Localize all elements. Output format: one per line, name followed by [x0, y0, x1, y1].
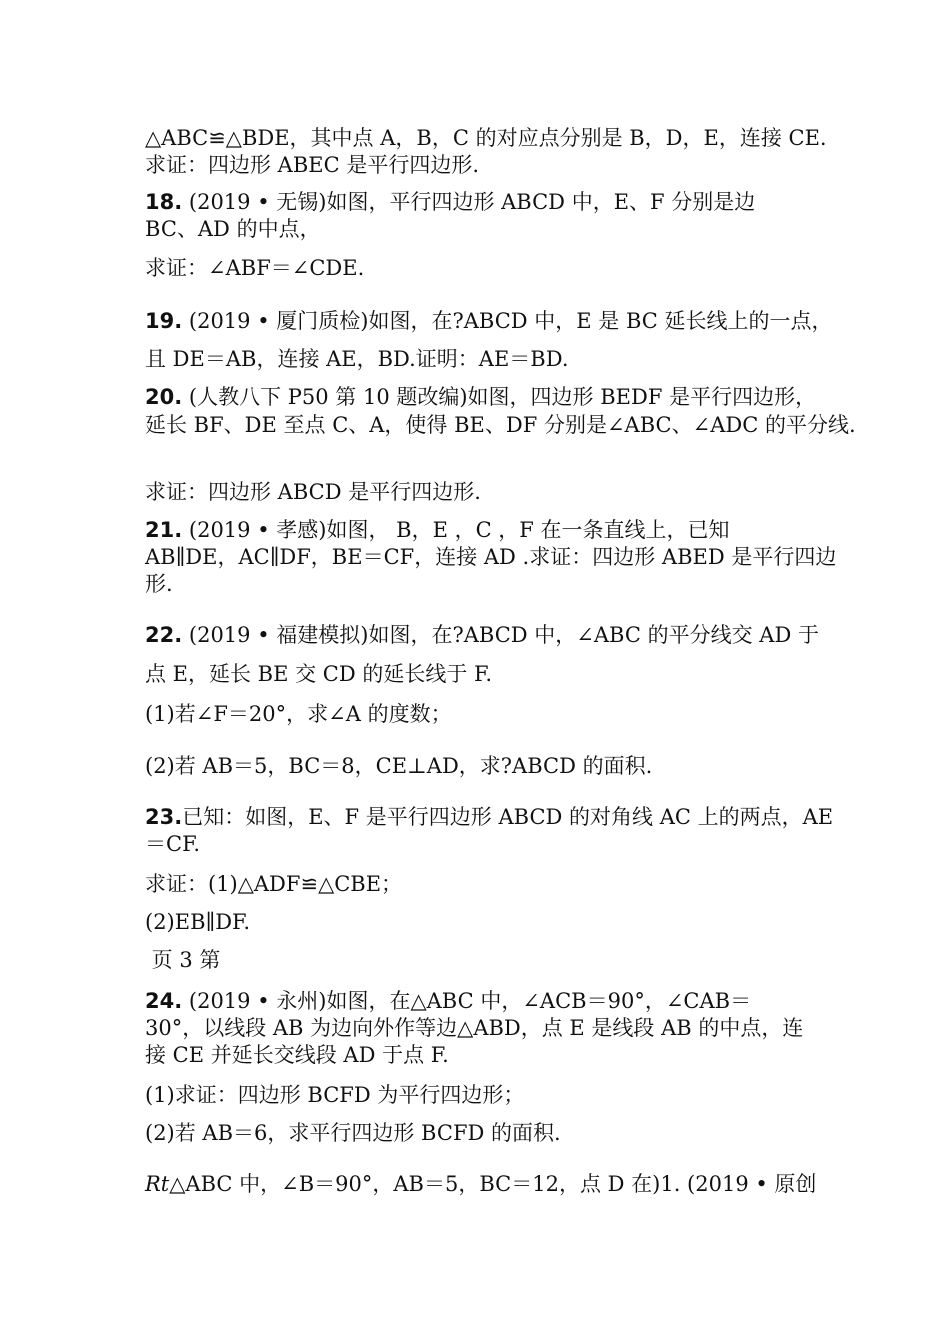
text-line: 求证：∠ABF＝∠CDE.	[145, 256, 365, 280]
question-23: 23.已知：如图，E、F 是平行四边形 ABCD 的对角线 AC 上的两点，AE	[145, 805, 834, 829]
text-line: 接 CE 并延长交线段 AD 于点 F.	[145, 1043, 449, 1067]
text-line: Rt△ABC 中，∠B＝90°，AB＝5，BC＝12，点 D 在)1. (2019 • 原创	[145, 1172, 817, 1196]
question-20: 20. (人教八下 P50 第 10 题改编)如图，四边形 BEDF 是平行四边形，	[145, 385, 817, 409]
text-line: 30°，以线段 AB 为边向外作等边△ABD，点 E 是线段 AB 的中点，连	[145, 1016, 804, 1040]
question-number: 19.	[145, 309, 183, 333]
text-line: BC、AD 的中点，	[145, 217, 321, 241]
question-18: 18. (2019 • 无锡)如图，平行四边形 ABCD 中，E、F 分别是边	[145, 190, 756, 214]
question-24: 24. (2019 • 永州)如图，在△ABC 中，∠ACB＝90°，∠CAB＝	[145, 989, 752, 1013]
text-line: 点 E，延长 BE 交 CD 的延长线于 F.	[145, 662, 493, 686]
question-19: 19. (2019 • 厦门质检)如图，在?ABCD 中，E 是 BC 延长线上的一点，	[145, 309, 833, 333]
text-line: 延长 BF、DE 至点 C、A，使得 BE、DF 分别是∠ABC、∠ADC 的平分线.	[145, 413, 856, 437]
question-number: 22.	[145, 623, 183, 647]
text-line: 形.	[145, 572, 173, 596]
text-line: (1)若∠F＝20°，求∠A 的度数；	[145, 702, 452, 726]
question-number: 23.	[145, 805, 183, 829]
text-line: AB∥DE，AC∥DF，BE＝CF，连接 AD .求证：四边形 ABED 是平行四边	[145, 545, 837, 569]
text-line: ＝CF.	[145, 832, 201, 856]
text-line: (2)若 AB＝5，BC＝8，CE⊥AD，求?ABCD 的面积.	[145, 754, 653, 778]
question-number: 24.	[145, 989, 183, 1013]
page-number: 页 3 第	[145, 948, 221, 972]
text-line: (1)求证：四边形 BCFD 为平行四边形；	[145, 1083, 525, 1107]
question-number: 20.	[145, 385, 183, 409]
text-line: 且 DE＝AB，连接 AE，BD.证明：AE＝BD.	[145, 347, 569, 371]
text-line: 求证：(1)△ADF≌△CBE；	[145, 872, 403, 896]
question-21: 21. (2019 • 孝感)如图， B，E ，C ，F 在一条直线上，已知	[145, 518, 730, 542]
text-line: △ABC≌△BDE，其中点 A，B，C 的对应点分别是 B，D，E，连接 CE.	[145, 126, 827, 150]
question-22: 22. (2019 • 福建模拟)如图，在?ABCD 中，∠ABC 的平分线交 AD 于	[145, 623, 819, 647]
text-line: 求证：四边形 ABCD 是平行四边形.	[145, 480, 481, 504]
text-line: 求证：四边形 ABEC 是平行四边形.	[145, 153, 480, 177]
text-line: (2)EB∥DF.	[145, 910, 251, 934]
text-line: (2)若 AB＝6，求平行四边形 BCFD 的面积.	[145, 1121, 561, 1145]
question-number: 21.	[145, 518, 183, 542]
question-number: 18.	[145, 190, 183, 214]
